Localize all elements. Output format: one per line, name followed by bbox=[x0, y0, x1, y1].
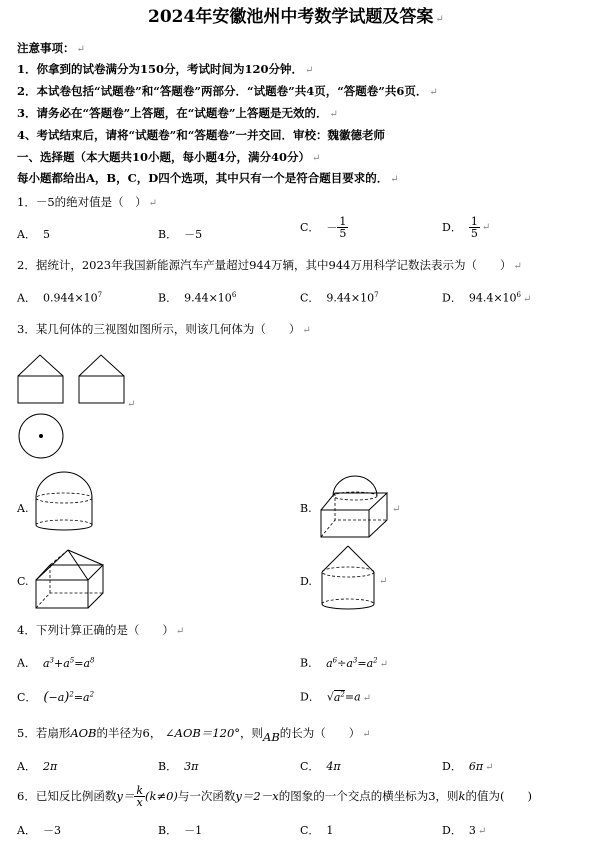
q2-option-b: B． $9.44\times 10^6$ bbox=[158, 291, 237, 305]
q3-option-d: D. bbox=[300, 575, 312, 588]
notice-item-3: 3．请务必在“答题卷”上答题，在“试题卷”上答题是无效的． ↵ bbox=[17, 106, 338, 120]
q1-option-c: C． － $\frac{1}{5}$ bbox=[300, 215, 347, 240]
q5-option-d: D． 6π ↵ bbox=[442, 760, 494, 773]
q6-function-fraction: $\frac{k}{x}$ bbox=[136, 784, 143, 809]
notice-item-2: 2．本试卷包括“试题卷”和“答题卷”两部分．“试题卷”共4页，“答题卷”共6页． ↵ bbox=[17, 84, 438, 98]
q3-option-c: C. bbox=[17, 575, 29, 588]
q1-c-fraction: $\frac{1}{5}$ bbox=[339, 215, 347, 240]
q6-option-a: A． －3 bbox=[17, 824, 61, 837]
notice-item-1: 1．你拿到的试卷满分为150分，考试时间为120分钟． ↵ bbox=[17, 62, 314, 76]
q5-option-c: C． 4π bbox=[300, 760, 341, 773]
q5-option-a: A． 2π bbox=[17, 760, 58, 773]
q3-option-a: A. bbox=[17, 502, 29, 515]
q4-option-c: C． $(-a)^2=a^2$ bbox=[17, 690, 95, 705]
q2-stem: 2．据统计，2023年我国新能源汽车产量超过944万辆，其中944万用科学记数法表示为（ ） ↵ bbox=[17, 258, 522, 272]
q6-stem: 6．已知反比例函数y＝ $\frac{k}{x}$ (k≠0)与一次函数y＝2－x的图象的一个交点的横坐标为3，则k的值为( ) bbox=[17, 784, 532, 809]
q5-stem: 5．若扇形AOB的半径为6， ∠AOB＝120°，则AB的长为（ ） ↵ bbox=[17, 726, 371, 744]
q5-option-b: B． 3π bbox=[158, 760, 199, 773]
q1-option-d: D． $\frac{1}{5}$ ↵ bbox=[442, 215, 491, 240]
q1-option-a: A． 5 bbox=[17, 228, 50, 241]
notice-item-4: 4、考试结束后，请将“试题卷”和“答题卷”一并交回．审校：魏徽德老师 bbox=[17, 128, 385, 142]
q4-option-d: D． $√a^2=a$ ↵ bbox=[300, 690, 372, 704]
q4-option-a: A． $a^3+a^5=a^8$ bbox=[17, 656, 95, 670]
page-title: 2024年安徽池州中考数学试题及答案 ↵ bbox=[148, 7, 444, 27]
q3-option-b: B. bbox=[300, 502, 312, 515]
q1-d-fraction: $\frac{1}{5}$ bbox=[470, 215, 478, 240]
q6-option-c: C． 1 bbox=[300, 824, 334, 837]
notice-heading: 注意事项： ↵ bbox=[17, 41, 85, 55]
q4-option-b: B． $a^6\div a^3=a^2$ ↵ bbox=[300, 656, 389, 670]
q3-stem: 3．某几何体的三视图如图所示，则该几何体为（ ） ↵ bbox=[17, 322, 311, 336]
q2-option-a: A． $0.944\times 10^7$ bbox=[17, 291, 103, 305]
q6-option-b: B． －1 bbox=[158, 824, 203, 837]
q4-stem: 4．下列计算正确的是（ ） ↵ bbox=[17, 623, 185, 637]
q2-option-d: D． $94.4\times 10^6$ ↵ bbox=[442, 291, 532, 305]
section-instruction: 每小题都给出A，B，C，D四个选项，其中只有一个是符合题目要求的． ↵ bbox=[17, 171, 399, 185]
q6-option-d: D． 3 ↵ bbox=[442, 824, 487, 837]
section-heading: 一、选择题（本大题共10小题，每小题4分，满分40分） ↵ bbox=[17, 150, 321, 164]
q2-option-c: C． $9.44\times 10^7$ bbox=[300, 291, 379, 305]
q1-stem: 1．－5的绝对值是（ ） ↵ bbox=[17, 195, 158, 209]
q1-option-b: B． －5 bbox=[158, 228, 203, 241]
